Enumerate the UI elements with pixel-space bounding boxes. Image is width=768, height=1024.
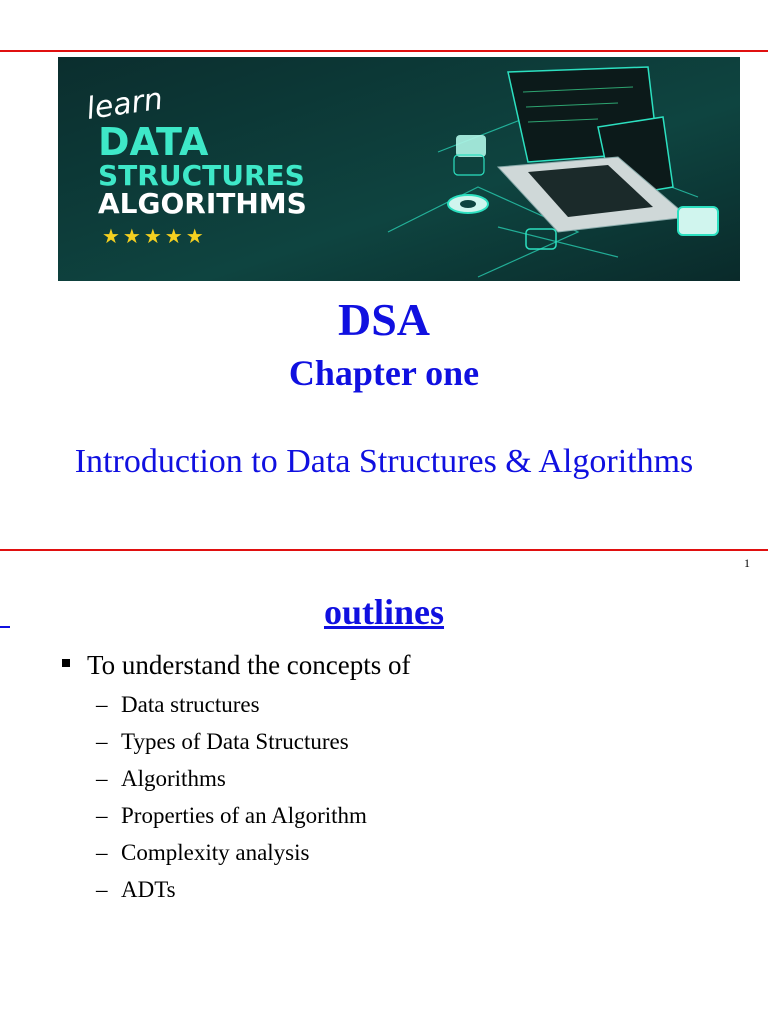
slide-title: DSA (337, 294, 431, 345)
slide-subtitle: Chapter one (288, 353, 480, 393)
list-item: – Algorithms (96, 760, 367, 797)
dash-icon: – (96, 840, 108, 865)
page-number: 1 (744, 556, 750, 570)
list-item: – Complexity analysis (96, 834, 367, 871)
list-item: – Types of Data Structures (96, 723, 367, 760)
square-bullet-icon (62, 659, 70, 667)
main-bullet-text: To understand the concepts of (87, 650, 411, 680)
list-item: – Properties of an Algorithm (96, 797, 367, 834)
banner-learn: learn (84, 81, 165, 127)
top-rule (0, 50, 768, 52)
banner-image (58, 57, 740, 281)
dash-icon: – (96, 692, 108, 717)
middle-rule (0, 549, 768, 551)
banner-line3: ALGORITHMS (98, 187, 307, 220)
dash-icon: – (96, 766, 108, 791)
banner-line1: DATA (98, 120, 209, 164)
main-bullet (62, 648, 411, 682)
banner-line2: STRUCTURES (98, 159, 305, 192)
dash-icon: – (96, 877, 108, 902)
rating-stars: ★★★★★ (102, 224, 207, 248)
list-item: – Data structures (96, 686, 367, 723)
dash-icon: – (96, 803, 108, 828)
dash-icon: – (96, 729, 108, 754)
outline-list (96, 686, 367, 908)
list-item: – ADTs (96, 871, 367, 908)
outlines-heading: outlines (323, 592, 445, 632)
slide-intro: Introduction to Data Structures & Algorithms (74, 443, 694, 480)
